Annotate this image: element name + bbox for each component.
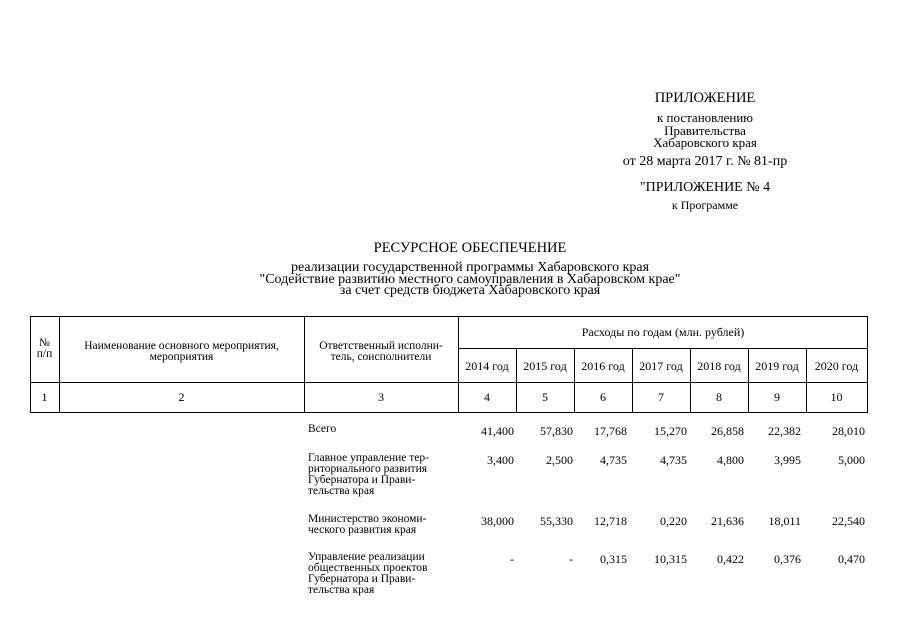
column-number: 1 [41,390,48,404]
appendix4-title: "ПРИЛОЖЕНИЕ № 4 [639,180,771,195]
column-number: 3 [378,390,384,404]
appendix-line: к постановлению [656,110,754,125]
row-executor: Главное управление тер- риториального развития Губернатора и Прави- тельства края [308,452,429,497]
row-value: 17,768 [594,424,627,438]
header-expenses: Расходы по годам (млн. рублей) [581,325,745,339]
subtitle-line: "Содействие развитию местного самоуправления в Хабаровском крае" [259,271,681,287]
row-value: 0,470 [838,552,865,566]
row-executor: Управление реализации общественных проектов Губернатора и Прави- тельства края [308,551,428,596]
row-value: 3,995 [774,453,801,467]
appendix-date: от 28 марта 2017 г. № 81-пр [622,154,788,169]
row-value: 3,400 [487,453,514,467]
column-number: 4 [484,390,490,404]
header-num: № п/п [36,337,53,360]
column-number: 2 [178,390,185,404]
column-number: 9 [774,390,780,404]
table-header-bottom [30,382,868,383]
appendix-line: Хабаровского края [653,135,757,150]
header-executor: Ответственный исполни- тель, соисполнители [319,340,443,363]
row-value: 5,000 [838,453,865,467]
table-col-divider [516,348,517,413]
row-value: 0,315 [600,552,627,566]
header-year: 2017 год [639,359,683,373]
document-title: РЕСУРСНОЕ ОБЕСПЕЧЕНИЕ [373,240,567,256]
header-year: 2020 год [814,359,859,373]
row-value: 55,330 [540,514,573,528]
header-year: 2015 год [523,359,567,373]
appendix-reference [600,112,810,150]
subtitle-line: за счет средств бюджета Хабаровского края [339,283,601,298]
column-number: 10 [830,390,843,404]
row-value: 28,010 [832,424,865,438]
row-value: - [510,552,514,566]
row-value: - [569,552,573,566]
table-col-divider [748,348,749,413]
row-value: 41,400 [481,424,514,438]
row-value: 22,382 [768,424,801,438]
document-subtitle [200,262,740,297]
header-year: 2014 год [465,359,509,373]
row-value: 0,220 [660,514,687,528]
row-executor: Министерство экономи- ческого развития края [308,513,427,536]
row-value: 38,000 [481,514,514,528]
row-value: 4,735 [600,453,627,467]
row-value: 57,830 [540,424,573,438]
row-value: 21,636 [711,514,744,528]
table-border-top [30,316,868,317]
table-col-divider [690,348,691,413]
header-event: Наименование основного мероприятия, мероприятия [84,340,279,363]
table-numbers-bottom [30,412,868,413]
column-number: 8 [716,390,722,404]
column-number: 6 [600,390,606,404]
header-year: 2019 год [755,359,799,373]
row-value: 0,422 [717,552,744,566]
table-col-divider [806,348,807,413]
row-value: 15,270 [654,424,687,438]
row-value: 10,315 [654,552,687,566]
row-value: 2,500 [546,453,573,467]
row-value: 22,540 [832,514,865,528]
column-number: 5 [542,390,548,404]
column-number: 7 [658,390,664,404]
appendix-title: ПРИЛОЖЕНИЕ [654,90,756,106]
subtitle-line: реализации государственной программы Хабаровского края [290,260,650,275]
appendix4-subtitle: к Программе [671,198,739,212]
row-value: 4,735 [660,453,687,467]
row-value: 4,800 [717,453,744,467]
header-year: 2016 год [581,359,625,373]
row-value: 26,858 [711,424,744,438]
header-year: 2018 год [697,359,741,373]
row-value: 18,011 [768,514,801,528]
row-value: 0,376 [774,552,801,566]
row-value: 12,718 [594,514,627,528]
row-executor: Всего [308,423,337,435]
table-col-divider [574,348,575,413]
table-col-divider [632,348,633,413]
appendix-line: Правительства [664,122,746,138]
